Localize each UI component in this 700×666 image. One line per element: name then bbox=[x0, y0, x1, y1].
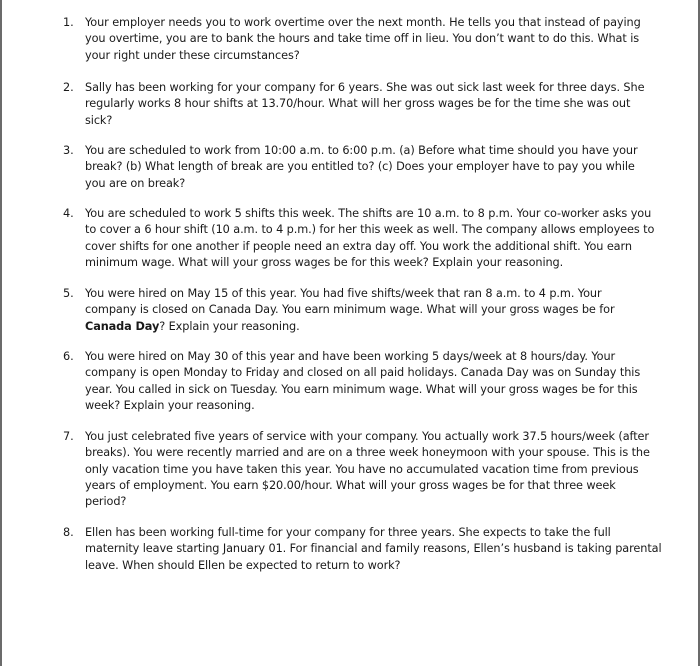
question-3 bbox=[63, 143, 663, 192]
question-text bbox=[85, 80, 663, 129]
question-5 bbox=[63, 286, 663, 335]
question-number: 4. bbox=[63, 207, 74, 220]
question-text bbox=[85, 206, 663, 271]
question-line: week? Explain your reasoning. bbox=[85, 398, 255, 412]
question-line: You are scheduled to work from 10:00 a.m. to 6:00 p.m. (a) Before what time should you have your bbox=[85, 144, 638, 157]
question-line: you are on break? bbox=[85, 176, 186, 190]
question-line: cover shifts for one another if people need an extra day off. You work the additional shift. You earn bbox=[85, 239, 632, 253]
question-line-with-emphasis bbox=[85, 319, 663, 335]
question-line: You just celebrated five years of service with your company. You actually work 37.5 hours/week (after bbox=[85, 430, 649, 443]
question-line: year. You called in sick on Tuesday. You earn minimum wage. What will your gross wages be for this bbox=[85, 382, 638, 396]
question-line: company is closed on Canada Day. You earn minimum wage. What will your gross wages be for bbox=[85, 303, 615, 317]
question-line: You are scheduled to work 5 shifts this week. The shifts are 10 a.m. to 8 p.m. Your co-worker asks you bbox=[85, 207, 652, 220]
question-line: Sally has been working for your company for 6 years. She was out sick last week for three days. She bbox=[85, 81, 645, 94]
question-number: 2. bbox=[63, 81, 74, 94]
question-line: leave. When should Ellen be expected to return to work? bbox=[85, 558, 401, 572]
question-text bbox=[85, 286, 663, 335]
question-line: You were hired on May 15 of this year. You had five shifts/week that ran 8 a.m. to 4 p.m. Your bbox=[85, 287, 602, 300]
question-line: to cover a 6 hour shift (10 a.m. to 4 p.m.) for her this week as well. The company allows employees to bbox=[85, 223, 655, 237]
question-1 bbox=[63, 15, 663, 64]
question-line: minimum wage. What will your gross wages be for this week? Explain your reasoning. bbox=[85, 255, 564, 269]
question-line: regularly works 8 hour shifts at 13.70/hour. What will her gross wages be for the time she was out bbox=[85, 97, 631, 111]
question-7 bbox=[63, 429, 663, 510]
question-number: 5. bbox=[63, 287, 74, 300]
question-number: 8. bbox=[63, 526, 74, 539]
question-text bbox=[85, 349, 663, 414]
question-line: you overtime, you are to bank the hours and take time off in lieu. You don’t want to do this. What is bbox=[85, 32, 640, 46]
question-number: 3. bbox=[63, 144, 74, 157]
question-line: Your employer needs you to work overtime over the next month. He tells you that instead of paying bbox=[85, 16, 641, 29]
question-6 bbox=[63, 349, 663, 414]
emphasized-term: Canada Day bbox=[85, 319, 160, 333]
question-line: break? (b) What length of break are you entitled to? (c) Does your employer have to pay you while bbox=[85, 160, 635, 174]
question-line: only vacation time you have taken this year. You have no accumulated vacation time from previous bbox=[85, 462, 639, 476]
question-line: maternity leave starting January 01. For financial and family reasons, Ellen’s husband is taking parental bbox=[85, 542, 662, 556]
page-left-border bbox=[0, 0, 2, 666]
question-line: period? bbox=[85, 495, 127, 509]
question-text bbox=[85, 525, 663, 574]
question-number: 7. bbox=[63, 430, 74, 443]
question-number: 6. bbox=[63, 350, 74, 363]
question-text bbox=[85, 429, 663, 510]
question-4 bbox=[63, 206, 663, 271]
question-line: company is open Monday to Friday and closed on all paid holidays. Canada Day was on Sunday this bbox=[85, 366, 641, 380]
question-text bbox=[85, 143, 663, 192]
question-line: your right under these circumstances? bbox=[85, 48, 300, 62]
question-text bbox=[85, 15, 663, 64]
question-line: You were hired on May 30 of this year and have been working 5 days/week at 8 hours/day. Your bbox=[85, 350, 616, 363]
question-line-tail: ? Explain your reasoning. bbox=[159, 319, 300, 333]
question-8 bbox=[63, 525, 663, 574]
question-line: breaks). You were recently married and are on a three week honeymoon with your spouse. This is the bbox=[85, 446, 650, 460]
question-line: years of employment. You earn $20.00/hour. What will your gross wages be for that three week bbox=[85, 478, 616, 492]
question-line: sick? bbox=[85, 113, 113, 127]
question-number: 1. bbox=[63, 16, 74, 29]
question-2 bbox=[63, 80, 663, 129]
question-line: Ellen has been working full-time for your company for three years. She expects to take the full bbox=[85, 526, 611, 539]
